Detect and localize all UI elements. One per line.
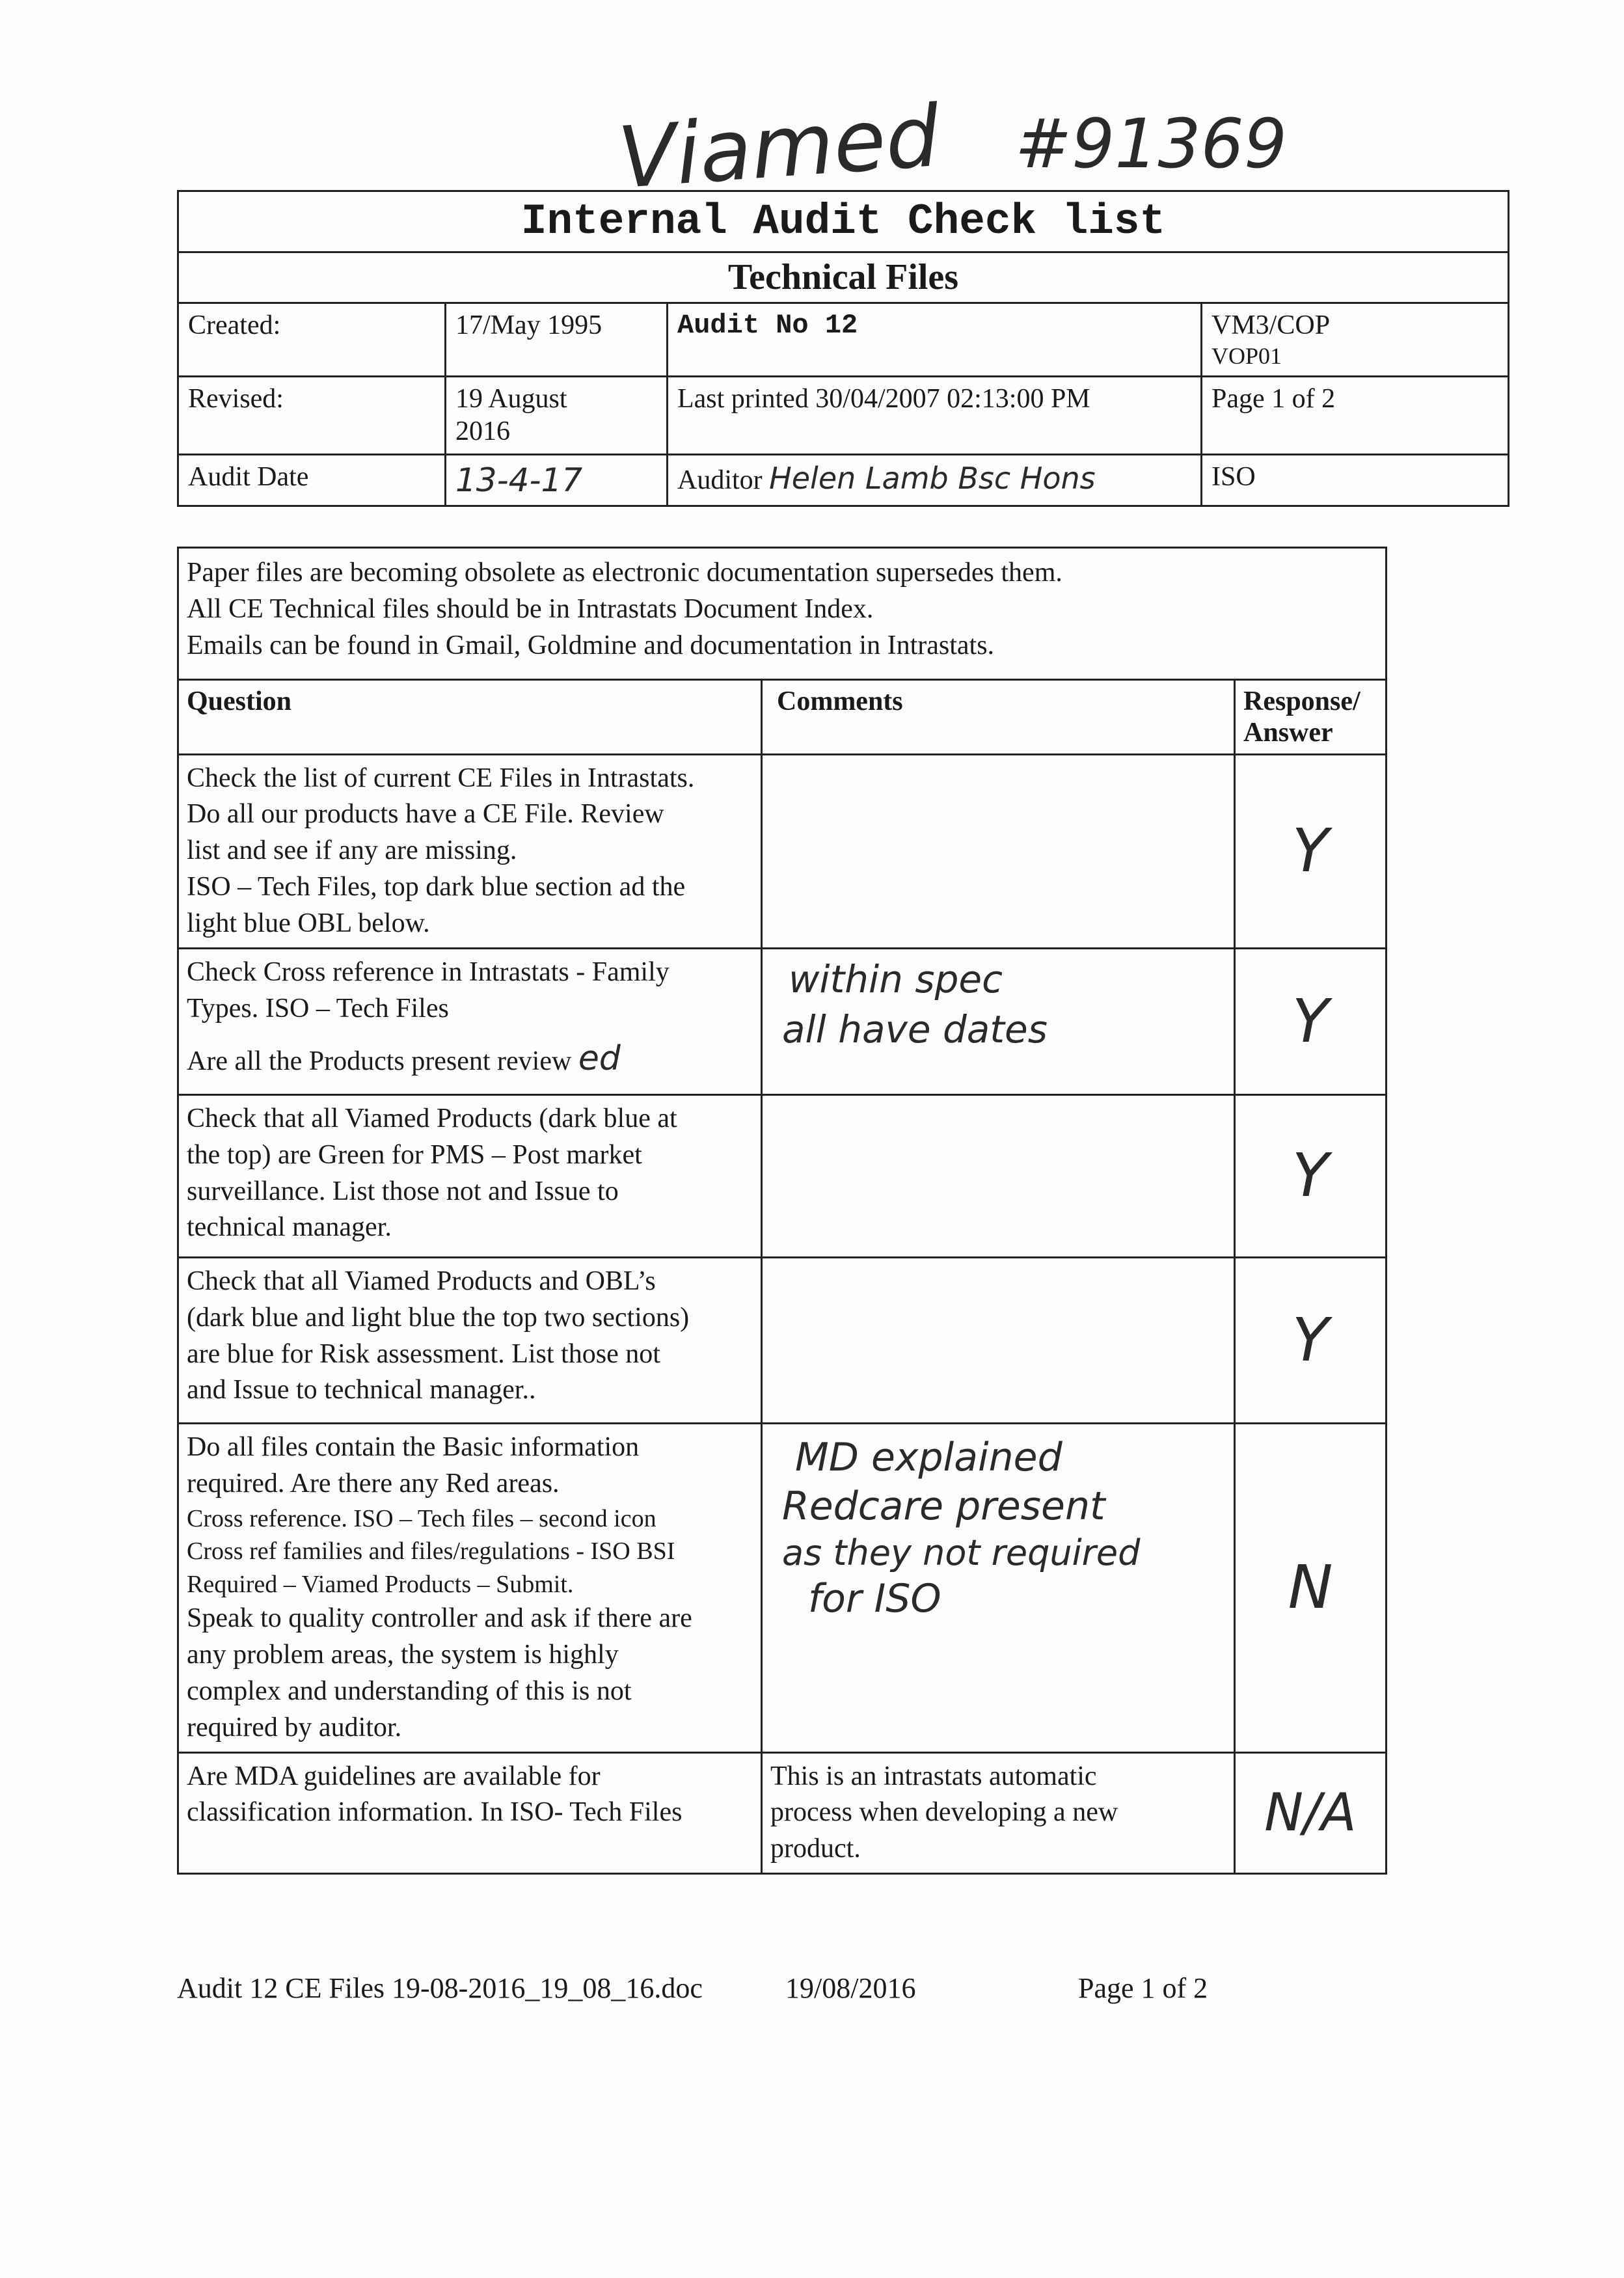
- created-value: 17/May 1995: [446, 303, 668, 377]
- table-row: [178, 1423, 1387, 1752]
- intro-notes: Paper files are becoming obsolete as electronic documentation supersedes them. All CE Technical files should be in Intrastats Document Index. Emails can be found in Gmail, Goldmine and documentation in Intrastats.: [178, 548, 1387, 680]
- question-cell: Check Cross reference in Intrastats - Family Types. ISO – Tech Files Are all the Products present review ed: [178, 948, 762, 1094]
- audit-date-value: 13-4-17: [446, 454, 668, 506]
- handwritten-reference: #91369: [1015, 104, 1287, 183]
- revised-label: Revised:: [178, 376, 446, 454]
- question-cell: Check that all Viamed Products and OBL’s (dark blue and light blue the top two sections) are blue for Risk assessment. List those not and Issue to technical manager..: [178, 1257, 762, 1423]
- revised-value: 19 August 2016: [446, 376, 668, 454]
- header-table: [177, 190, 1509, 507]
- last-printed: Last printed 30/04/2007 02:13:00 PM: [668, 376, 1202, 454]
- table-row: [178, 1257, 1387, 1423]
- audit-number: Audit No 12: [668, 303, 1202, 377]
- comments-header: Comments: [762, 679, 1235, 754]
- question-cell: Are MDA guidelines are available for classification information. In ISO- Tech Files: [178, 1752, 762, 1874]
- question-cell: Check the list of current CE Files in Intrastats. Do all our products have a CE File. Review list and see if any are missing. ISO – Tech Files, top dark blue section ad the light blue OBL below.: [178, 754, 762, 948]
- footer-date: 19/08/2016: [785, 1972, 916, 2004]
- response-header: Response/ Answer: [1235, 679, 1387, 754]
- answer-cell: Y: [1235, 1094, 1387, 1257]
- doc-code: VM3/COP VOP01: [1202, 303, 1509, 377]
- table-row: [178, 1752, 1387, 1874]
- comment-cell: [762, 1257, 1235, 1423]
- comment-cell: [762, 1094, 1235, 1257]
- audit-date-row: [178, 454, 1509, 506]
- question-header: Question: [178, 679, 762, 754]
- answer-cell: N: [1235, 1423, 1387, 1752]
- created-label: Created:: [178, 303, 446, 377]
- footer-filename: Audit 12 CE Files 19-08-2016_19_08_16.doc: [177, 1972, 703, 2004]
- auditor-cell: [668, 454, 1202, 506]
- answer-cell: Y: [1235, 754, 1387, 948]
- standard-cell: ISO: [1202, 454, 1509, 506]
- answer-cell: Y: [1235, 1257, 1387, 1423]
- comment-cell: [762, 754, 1235, 948]
- comment-cell: within spec all have dates: [762, 948, 1235, 1094]
- audit-date-label: Audit Date: [178, 454, 446, 506]
- auditor-label: Auditor: [677, 465, 763, 495]
- comment-cell: This is an intrastats automatic process when developing a new product.: [762, 1752, 1235, 1874]
- document-title: Internal Audit Check list: [178, 191, 1509, 252]
- created-row: [178, 303, 1509, 377]
- document-subtitle: Technical Files: [178, 252, 1509, 303]
- question-cell: Do all files contain the Basic information required. Are there any Red areas. Cross reference. ISO – Tech files – second icon Cross ref families and files/regulations - ISO BSI Required – Viamed Products – Submit. Speak to quality controller and ask if there are any problem areas, the system is highly complex and understanding of this is not required by auditor.: [178, 1423, 762, 1752]
- checklist-table: [177, 547, 1387, 1875]
- question-cell: Check that all Viamed Products (dark blue at the top) are Green for PMS – Post market surveillance. List those not and Issue to technical manager.: [178, 1094, 762, 1257]
- page-indicator: Page 1 of 2: [1202, 376, 1509, 454]
- table-row: [178, 948, 1387, 1094]
- answer-cell: N/A: [1235, 1752, 1387, 1874]
- table-row: [178, 754, 1387, 948]
- revised-row: [178, 376, 1509, 454]
- answer-cell: Y: [1235, 948, 1387, 1094]
- comment-cell: MD explained Redcare present as they not required for ISO: [762, 1423, 1235, 1752]
- auditor-signature: Helen Lamb Bsc Hons: [769, 460, 1096, 496]
- column-headers: [178, 679, 1387, 754]
- footer-page: Page 1 of 2: [1078, 1972, 1208, 2004]
- handwritten-company: Viamed: [615, 86, 943, 208]
- table-row: [178, 1094, 1387, 1257]
